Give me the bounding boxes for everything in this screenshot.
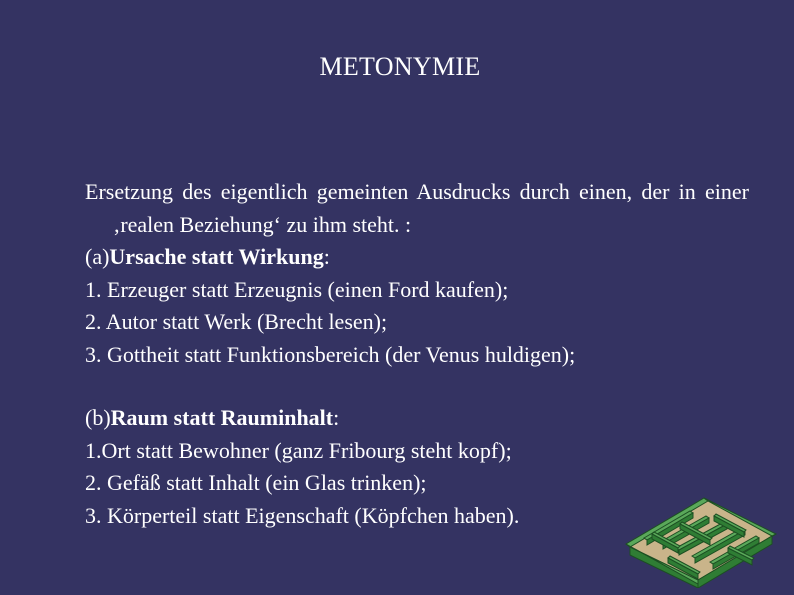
list-item: 2. Autor statt Werk (Brecht lesen); — [85, 309, 388, 334]
list-item: 2. Gefäß statt Inhalt (ein Glas trinken); — [85, 470, 427, 495]
section-a-title: Ursache statt Wirkung — [109, 244, 324, 269]
slide-title: METONYMIE — [319, 52, 481, 81]
section-b-heading — [85, 402, 749, 435]
slide-body — [85, 176, 749, 532]
section-b-prefix: (b) — [85, 405, 111, 430]
section-a-suffix: : — [323, 244, 330, 269]
list-item: 1. Erzeuger statt Erzeugnis (einen Ford kaufen); — [85, 276, 509, 302]
maze-icon — [620, 492, 780, 588]
list-item: 3. Körperteil statt Eigenschaft (Köpfchen haben). — [85, 502, 520, 528]
section-spacer — [85, 371, 749, 402]
list-item: 3. Gottheit statt Funktionsbereich (der Venus huldigen); — [85, 341, 576, 367]
section-b-suffix: : — [333, 405, 340, 430]
list-item: 1.Ort statt Bewohner (ganz Fribourg steht kopf); — [85, 437, 512, 463]
section-a-heading — [85, 241, 749, 274]
section-a-prefix: (a) — [85, 244, 110, 269]
intro-text: Ersetzung des eigentlich gemeinten Ausdrucks durch einen, der in einer ‚realen Beziehung‘ zu ihm steht. : — [85, 179, 749, 237]
section-b-title: Raum statt Rauminhalt — [110, 405, 334, 430]
